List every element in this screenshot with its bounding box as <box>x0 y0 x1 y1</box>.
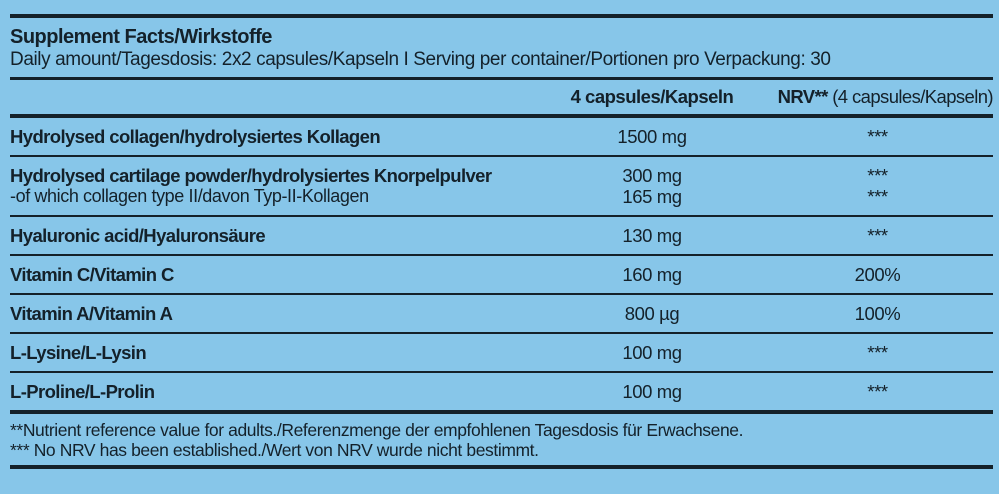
table-row <box>10 256 993 293</box>
nrv-value-group <box>762 165 993 207</box>
nrv-header-bold: NRV** <box>777 86 828 107</box>
amount-subvalue: 165 mg <box>622 186 682 207</box>
label-content <box>10 14 993 469</box>
table-row <box>10 217 993 254</box>
amount-value: 300 mg <box>622 165 682 186</box>
table-row <box>10 118 993 155</box>
nrv-subvalue: *** <box>867 186 888 207</box>
nrv-value: *** <box>867 165 888 186</box>
divider-bottom <box>10 465 993 469</box>
ingredient-name: Hyaluronic acid/Hyaluronsäure <box>10 225 266 246</box>
column-header-nrv <box>762 86 993 108</box>
ingredient-name: Hydrolysed collagen/hydrolysiertes Kollagen <box>10 126 381 147</box>
table-row <box>10 295 993 332</box>
ingredient-name: Vitamin C/Vitamin C <box>10 264 174 285</box>
page-title: Supplement Facts/Wirkstoffe <box>10 26 272 48</box>
ingredient-name: L-Proline/L-Prolin <box>10 381 155 402</box>
ingredient-name: L-Lysine/L-Lysin <box>10 342 147 363</box>
ingredient-name: Vitamin A/Vitamin A <box>10 303 173 324</box>
table-row <box>10 373 993 410</box>
ingredient-name-group <box>10 165 542 207</box>
daily-amount-line: Daily amount/Tagesdosis: 2x2 capsules/Kapseln I Serving per container/Portionen pro Verpackung: 30 <box>10 49 831 70</box>
nrv-header-rest: (4 capsules/Kapseln) <box>827 86 993 107</box>
amount-value: 100 mg <box>622 381 682 402</box>
nrv-value: 200% <box>854 264 901 285</box>
amount-value: 160 mg <box>622 264 682 285</box>
table-row <box>10 157 993 215</box>
table-row <box>10 334 993 371</box>
nrv-value: *** <box>867 225 888 246</box>
amount-value: 130 mg <box>622 225 682 246</box>
ingredient-subname: -of which collagen type II/davon Typ-II-Kollagen <box>10 186 369 206</box>
amount-value: 1500 mg <box>617 126 687 147</box>
footnotes <box>10 414 993 465</box>
column-header-row <box>10 80 993 114</box>
footnote-no-nrv: *** No NRV has been established./Wert von NRV wurde nicht bestimmt. <box>10 440 539 460</box>
ingredient-name: Hydrolysed cartilage powder/hydrolysiertes Knorpelpulver <box>10 165 492 186</box>
amount-value: 800 µg <box>624 303 680 324</box>
nrv-value: *** <box>867 342 888 363</box>
divider-top <box>10 14 993 18</box>
footnote-nrv-reference: **Nutrient reference value for adults./Referenzmenge der empfohlenen Tagesdosis für Erwachsene. <box>10 420 744 440</box>
column-header-amount: 4 capsules/Kapseln <box>570 86 734 107</box>
nrv-value: 100% <box>854 303 901 324</box>
nrv-value: *** <box>867 381 888 402</box>
amount-value: 100 mg <box>622 342 682 363</box>
amount-value-group <box>542 165 762 207</box>
nrv-value: *** <box>867 126 888 147</box>
